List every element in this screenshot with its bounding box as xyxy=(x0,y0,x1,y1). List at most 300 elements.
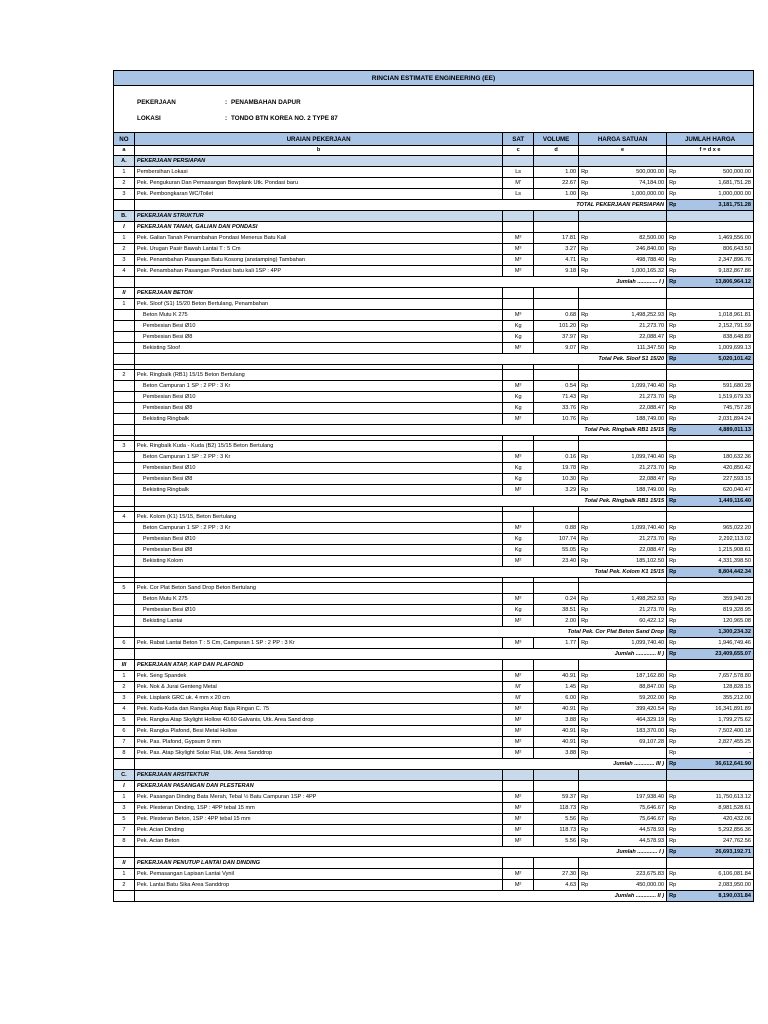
row-total: 1,018,961.81 xyxy=(676,310,753,321)
row-description: Pembesian Besi Ø10 xyxy=(134,392,502,403)
table-row xyxy=(114,869,754,880)
row-number xyxy=(114,594,135,605)
row-total: 2,292,113.02 xyxy=(676,534,753,545)
col-volume: VOLUME xyxy=(534,133,579,146)
row-total: 7,502,400.18 xyxy=(676,726,753,737)
row-unit xyxy=(503,441,534,452)
empty-cell xyxy=(534,770,579,781)
price-currency: Rp xyxy=(579,381,589,392)
row-volume xyxy=(534,583,579,594)
currency: Rp xyxy=(667,847,677,858)
row-unit-price xyxy=(589,583,667,594)
row-unit-price: 1,099,740.40 xyxy=(589,452,667,463)
empty-cell xyxy=(534,288,579,299)
row-unit: M³ xyxy=(503,594,534,605)
total-currency: Rp xyxy=(667,693,677,704)
row-volume: 118.73 xyxy=(534,825,579,836)
subtotal-row xyxy=(114,277,754,288)
price-currency: Rp xyxy=(579,825,589,836)
row-volume: 3.88 xyxy=(534,748,579,759)
table-row xyxy=(114,748,754,759)
row-unit: Kg xyxy=(503,474,534,485)
table-row xyxy=(114,310,754,321)
table-row xyxy=(114,299,754,310)
row-unit-price: 1,498,252.93 xyxy=(589,310,667,321)
row-description: Pembesian Besi Ø10 xyxy=(134,534,502,545)
row-unit: M² xyxy=(503,814,534,825)
total-currency: Rp xyxy=(667,545,677,556)
row-unit-price: 88,847.00 xyxy=(589,682,667,693)
row-unit-price: 59,202.00 xyxy=(589,693,667,704)
subtotal-label: Jumlah ............. III ) xyxy=(134,759,666,770)
row-total: 359,940.28 xyxy=(676,594,753,605)
price-currency: Rp xyxy=(579,748,589,759)
price-currency: Rp xyxy=(579,414,589,425)
table-row xyxy=(114,452,754,463)
row-number: 3 xyxy=(114,441,135,452)
row-total: 500,000.00 xyxy=(676,167,753,178)
table-row xyxy=(114,704,754,715)
empty-cell xyxy=(114,496,135,507)
row-number xyxy=(114,332,135,343)
subtotal-value: 1,449,116.40 xyxy=(676,496,753,507)
subtotal-row xyxy=(114,759,754,770)
row-unit: M² xyxy=(503,556,534,567)
row-unit-price: 399,420.54 xyxy=(589,704,667,715)
row-number: 3 xyxy=(114,189,135,200)
row-description: Pek. Rabat Lantai Beton T : 5 Cm, Campuran 1 SP : 2 PP : 3 Kr xyxy=(134,638,502,649)
table-row xyxy=(114,792,754,803)
row-number: I xyxy=(114,781,135,792)
row-total: 420,850.42 xyxy=(676,463,753,474)
row-volume: 33.76 xyxy=(534,403,579,414)
row-description: Pek. Plesteran Beton, 1SP : 4PP tebal 15 mm xyxy=(134,814,502,825)
row-unit-price: 498,788.40 xyxy=(589,255,667,266)
row-volume: 37.97 xyxy=(534,332,579,343)
empty-cell xyxy=(503,156,534,167)
row-volume: 5.56 xyxy=(534,814,579,825)
row-volume: 101.20 xyxy=(534,321,579,332)
total-currency xyxy=(667,299,677,310)
empty-cell xyxy=(667,858,677,869)
subtotal-value: 26,693,192.71 xyxy=(676,847,753,858)
price-currency: Rp xyxy=(579,244,589,255)
row-volume xyxy=(534,370,579,381)
row-unit-price: 500,000.00 xyxy=(589,167,667,178)
row-number: 4 xyxy=(114,512,135,523)
row-unit: M² xyxy=(503,616,534,627)
row-number: 3 xyxy=(114,255,135,266)
subtotal-row xyxy=(114,891,754,902)
row-unit: M² xyxy=(503,880,534,891)
row-total: 227,593.15 xyxy=(676,474,753,485)
subtotal-label: Total Pek. Kolom K1 15/15 xyxy=(134,567,666,578)
table-row xyxy=(114,474,754,485)
empty-cell xyxy=(676,222,753,233)
empty-cell xyxy=(503,770,534,781)
row-total: 620,040.47 xyxy=(676,485,753,496)
table-row xyxy=(114,523,754,534)
row-unit: M² xyxy=(503,485,534,496)
empty-cell xyxy=(503,781,534,792)
row-number: 5 xyxy=(114,583,135,594)
row-unit-price: 75,646.67 xyxy=(589,814,667,825)
row-volume: 27.30 xyxy=(534,869,579,880)
row-volume: 40.91 xyxy=(534,726,579,737)
subtotal-value: 3,181,751.28 xyxy=(676,200,753,211)
row-unit-price: 1,099,740.40 xyxy=(589,638,667,649)
row-number: 1 xyxy=(114,792,135,803)
subtotal-label: Jumlah ............. II ) xyxy=(134,649,666,660)
currency: Rp xyxy=(667,649,677,660)
row-unit-price: 187,162.80 xyxy=(589,671,667,682)
row-description: Pek. Pasangan Dinding Bata Merah, Tebal ½ Batu Campuran 1SP : 4PP xyxy=(134,792,502,803)
row-description: Pek. Seng Spandek xyxy=(134,671,502,682)
sheet-title: RINCIAN ESTIMATE ENGINEERING (EE) xyxy=(113,70,754,86)
total-currency: Rp xyxy=(667,343,677,354)
row-volume: 0.24 xyxy=(534,594,579,605)
price-currency: Rp xyxy=(579,671,589,682)
price-currency: Rp xyxy=(579,737,589,748)
subtotal-row xyxy=(114,847,754,858)
subtotal-label: Jumlah ............. I ) xyxy=(134,847,666,858)
row-total: 2,083,950.00 xyxy=(676,880,753,891)
total-currency: Rp xyxy=(667,792,677,803)
empty-cell xyxy=(534,211,579,222)
row-total: 1,681,751.28 xyxy=(676,178,753,189)
group-row xyxy=(114,858,754,869)
row-number: 2 xyxy=(114,178,135,189)
row-number: 1 xyxy=(114,671,135,682)
total-currency: Rp xyxy=(667,748,677,759)
row-unit: M² xyxy=(503,414,534,425)
row-total: 806,643.50 xyxy=(676,244,753,255)
row-description: Pek. Pemasangan Lapisan Lantai Vynil xyxy=(134,869,502,880)
total-currency: Rp xyxy=(667,403,677,414)
total-currency: Rp xyxy=(667,321,677,332)
row-total: 420,432.06 xyxy=(676,814,753,825)
section-row xyxy=(114,211,754,222)
empty-cell xyxy=(579,781,589,792)
subtotal-label: Total Pek. Cor Plat Beton Sand Drop xyxy=(134,627,666,638)
row-description: Bekisting Ringbalk xyxy=(134,485,502,496)
table-row xyxy=(114,693,754,704)
row-description: Pembesian Besi Ø8 xyxy=(134,474,502,485)
price-currency: Rp xyxy=(579,726,589,737)
row-volume: 4.63 xyxy=(534,880,579,891)
subtotal-label: Total Pek. Sloof S1 15/20 xyxy=(134,354,666,365)
row-volume: 0.68 xyxy=(534,310,579,321)
row-unit-price: 183,370.00 xyxy=(589,726,667,737)
row-volume: 9.07 xyxy=(534,343,579,354)
total-currency: Rp xyxy=(667,534,677,545)
row-description: PEKERJAAN BETON xyxy=(134,288,502,299)
row-unit: M² xyxy=(503,737,534,748)
row-unit: M³ xyxy=(503,255,534,266)
price-currency xyxy=(579,370,589,381)
subtotal-row xyxy=(114,627,754,638)
empty-cell xyxy=(503,211,534,222)
empty-cell xyxy=(579,156,589,167)
subtotal-value: 4,889,011.13 xyxy=(676,425,753,436)
key-a: a xyxy=(114,146,135,156)
total-currency xyxy=(667,583,677,594)
row-unit: M³ xyxy=(503,244,534,255)
row-description: Pek. Acian Dinding xyxy=(134,825,502,836)
row-total: 8,981,528.61 xyxy=(676,803,753,814)
subtotal-row xyxy=(114,200,754,211)
table-row xyxy=(114,594,754,605)
row-volume: 10.76 xyxy=(534,414,579,425)
subtotal-value: 13,806,964.12 xyxy=(676,277,753,288)
row-total: 16,341,891.89 xyxy=(676,704,753,715)
row-description: Bekisting Lantai xyxy=(134,616,502,627)
row-number xyxy=(114,463,135,474)
row-total: 120,965.08 xyxy=(676,616,753,627)
table-row xyxy=(114,332,754,343)
key-b: b xyxy=(134,146,502,156)
subtotal-label: TOTAL PEKERJAAN PERSIAPAN xyxy=(134,200,666,211)
empty-cell xyxy=(114,425,135,436)
row-unit-price: 1,099,740.40 xyxy=(589,381,667,392)
row-total: 128,828.15 xyxy=(676,682,753,693)
row-unit: M' xyxy=(503,682,534,693)
total-currency: Rp xyxy=(667,310,677,321)
empty-cell xyxy=(676,211,753,222)
row-description: Pembesian Besi Ø10 xyxy=(134,463,502,474)
total-currency: Rp xyxy=(667,704,677,715)
row-volume: 22.67 xyxy=(534,178,579,189)
empty-cell xyxy=(676,770,753,781)
subtotal-label: Total Pek. Ringbalk RB1 15/15 xyxy=(134,425,666,436)
total-currency: Rp xyxy=(667,869,677,880)
row-description: Beton Mutu K 275 xyxy=(134,310,502,321)
row-number xyxy=(114,310,135,321)
currency: Rp xyxy=(667,277,677,288)
subtotal-value: 36,612,641.90 xyxy=(676,759,753,770)
row-number xyxy=(114,523,135,534)
row-volume: 107.74 xyxy=(534,534,579,545)
row-unit: Ls xyxy=(503,189,534,200)
empty-cell xyxy=(579,660,589,671)
row-unit: M² xyxy=(503,869,534,880)
row-unit-price: 464,329.19 xyxy=(589,715,667,726)
table-row xyxy=(114,737,754,748)
empty-cell xyxy=(667,156,677,167)
total-currency: Rp xyxy=(667,392,677,403)
row-unit-price: 21,273.70 xyxy=(589,321,667,332)
price-currency: Rp xyxy=(579,693,589,704)
row-number: 8 xyxy=(114,748,135,759)
table-row xyxy=(114,638,754,649)
table-body xyxy=(114,156,754,902)
row-description: Pembesian Besi Ø8 xyxy=(134,545,502,556)
table-row xyxy=(114,682,754,693)
price-currency: Rp xyxy=(579,485,589,496)
row-number: 1 xyxy=(114,233,135,244)
row-unit-price: 22,088.47 xyxy=(589,332,667,343)
total-currency: Rp xyxy=(667,485,677,496)
row-unit: M' xyxy=(503,178,534,189)
row-total: 1,799,275.62 xyxy=(676,715,753,726)
empty-cell xyxy=(676,660,753,671)
row-volume: 6.00 xyxy=(534,693,579,704)
table-row xyxy=(114,244,754,255)
row-description: Bekisting Ringbalk xyxy=(134,414,502,425)
empty-cell xyxy=(589,781,667,792)
subtotal-label: Jumlah ............. II ) xyxy=(134,891,666,902)
row-number: 8 xyxy=(114,836,135,847)
subtotal-value: 23,409,655.07 xyxy=(676,649,753,660)
row-unit: Kg xyxy=(503,605,534,616)
row-volume: 0.54 xyxy=(534,381,579,392)
row-number: 3 xyxy=(114,803,135,814)
price-currency: Rp xyxy=(579,605,589,616)
subtotal-value: 8,190,031.84 xyxy=(676,891,753,902)
subtotal-row xyxy=(114,567,754,578)
row-description: Pek. Pengukuran Dan Pemasangan Bowplank Utk. Pondasi baru xyxy=(134,178,502,189)
empty-cell xyxy=(676,781,753,792)
empty-cell xyxy=(589,156,667,167)
row-volume: 17.81 xyxy=(534,233,579,244)
table-row xyxy=(114,671,754,682)
row-number: 2 xyxy=(114,682,135,693)
row-description: Bekisting Sloof xyxy=(134,343,502,354)
row-unit xyxy=(503,370,534,381)
row-description: Pek. Kolom (K1) 15/15, Beton Bertulang xyxy=(134,512,502,523)
key-e: e xyxy=(579,146,667,156)
row-number: B. xyxy=(114,211,135,222)
currency: Rp xyxy=(667,496,677,507)
row-description: PEKERJAAN PENUTUP LANTAI DAN DINDING xyxy=(134,858,502,869)
row-number xyxy=(114,485,135,496)
row-volume: 9.18 xyxy=(534,266,579,277)
total-currency: Rp xyxy=(667,178,677,189)
row-description: Pek. Pembongkaran WC/Toilet xyxy=(134,189,502,200)
row-volume: 0.88 xyxy=(534,523,579,534)
table-row xyxy=(114,167,754,178)
total-currency: Rp xyxy=(667,452,677,463)
total-currency: Rp xyxy=(667,682,677,693)
row-unit: M² xyxy=(503,836,534,847)
row-volume: 0.16 xyxy=(534,452,579,463)
row-number: 7 xyxy=(114,825,135,836)
row-unit: M³ xyxy=(503,523,534,534)
total-currency: Rp xyxy=(667,556,677,567)
total-currency xyxy=(667,512,677,523)
price-currency: Rp xyxy=(579,266,589,277)
empty-cell xyxy=(589,222,667,233)
col-unit: SAT xyxy=(503,133,534,146)
subtotal-value: 8,804,442.34 xyxy=(676,567,753,578)
total-currency: Rp xyxy=(667,737,677,748)
empty-cell xyxy=(114,277,135,288)
table-row xyxy=(114,189,754,200)
row-unit: M' xyxy=(503,693,534,704)
row-description: PEKERJAAN ARSITEKTUR xyxy=(134,770,502,781)
row-number: 1 xyxy=(114,869,135,880)
row-total: 1,009,699.13 xyxy=(676,343,753,354)
row-number xyxy=(114,321,135,332)
table-row xyxy=(114,715,754,726)
row-unit: M³ xyxy=(503,266,534,277)
table-row xyxy=(114,825,754,836)
row-total xyxy=(676,370,753,381)
total-currency: Rp xyxy=(667,255,677,266)
row-number xyxy=(114,403,135,414)
row-description: PEKERJAAN PASANGAN DAN PLESTERAN xyxy=(134,781,502,792)
row-unit: Kg xyxy=(503,545,534,556)
row-unit: M² xyxy=(503,803,534,814)
currency: Rp xyxy=(667,891,677,902)
row-volume: 1.00 xyxy=(534,189,579,200)
row-volume: 3.29 xyxy=(534,485,579,496)
row-total: 5,292,856.36 xyxy=(676,825,753,836)
subtotal-row xyxy=(114,354,754,365)
row-description: PEKERJAAN PERSIAPAN xyxy=(134,156,502,167)
table-row xyxy=(114,321,754,332)
empty-cell xyxy=(114,891,135,902)
row-unit-price xyxy=(589,370,667,381)
empty-cell xyxy=(534,156,579,167)
row-total: 247,762.56 xyxy=(676,836,753,847)
total-currency: Rp xyxy=(667,233,677,244)
row-total xyxy=(676,441,753,452)
row-number: II xyxy=(114,288,135,299)
row-number xyxy=(114,392,135,403)
row-unit: Kg xyxy=(503,332,534,343)
row-total: 2,347,896.76 xyxy=(676,255,753,266)
table-row xyxy=(114,726,754,737)
job-row xyxy=(137,99,301,106)
row-volume xyxy=(534,299,579,310)
job-label: PEKERJAAN xyxy=(137,99,176,106)
row-volume: 1.77 xyxy=(534,638,579,649)
empty-cell xyxy=(676,858,753,869)
empty-cell xyxy=(114,200,135,211)
row-number: 4 xyxy=(114,704,135,715)
empty-cell xyxy=(114,847,135,858)
total-currency: Rp xyxy=(667,244,677,255)
total-currency: Rp xyxy=(667,814,677,825)
row-unit-price: 1,498,252.93 xyxy=(589,594,667,605)
row-description: Pek. Rangka Atap Skylight Hollow 40.60 Galvanis, Utk. Area Sand drop xyxy=(134,715,502,726)
table-row xyxy=(114,370,754,381)
row-unit-price: 1,099,740.40 xyxy=(589,523,667,534)
row-unit: Kg xyxy=(503,392,534,403)
price-currency: Rp xyxy=(579,310,589,321)
table-row xyxy=(114,392,754,403)
empty-cell xyxy=(534,781,579,792)
subtotal-row xyxy=(114,496,754,507)
row-description: Pek. Plesteran Dinding, 1SP : 4PP tebal 15 mm xyxy=(134,803,502,814)
row-volume: 38.51 xyxy=(534,605,579,616)
row-volume: 3.27 xyxy=(534,244,579,255)
row-unit-price: 21,273.70 xyxy=(589,605,667,616)
row-total: 1,000,000.00 xyxy=(676,189,753,200)
price-currency: Rp xyxy=(579,792,589,803)
table-row xyxy=(114,814,754,825)
currency: Rp xyxy=(667,354,677,365)
empty-cell xyxy=(503,858,534,869)
row-total: 2,031,894.24 xyxy=(676,414,753,425)
row-unit-price: 188,749.00 xyxy=(589,485,667,496)
table-row xyxy=(114,534,754,545)
row-unit-price: 21,273.70 xyxy=(589,534,667,545)
empty-cell xyxy=(579,858,589,869)
row-description: PEKERJAAN STRUKTUR xyxy=(134,211,502,222)
row-unit-price: 223,675.83 xyxy=(589,869,667,880)
